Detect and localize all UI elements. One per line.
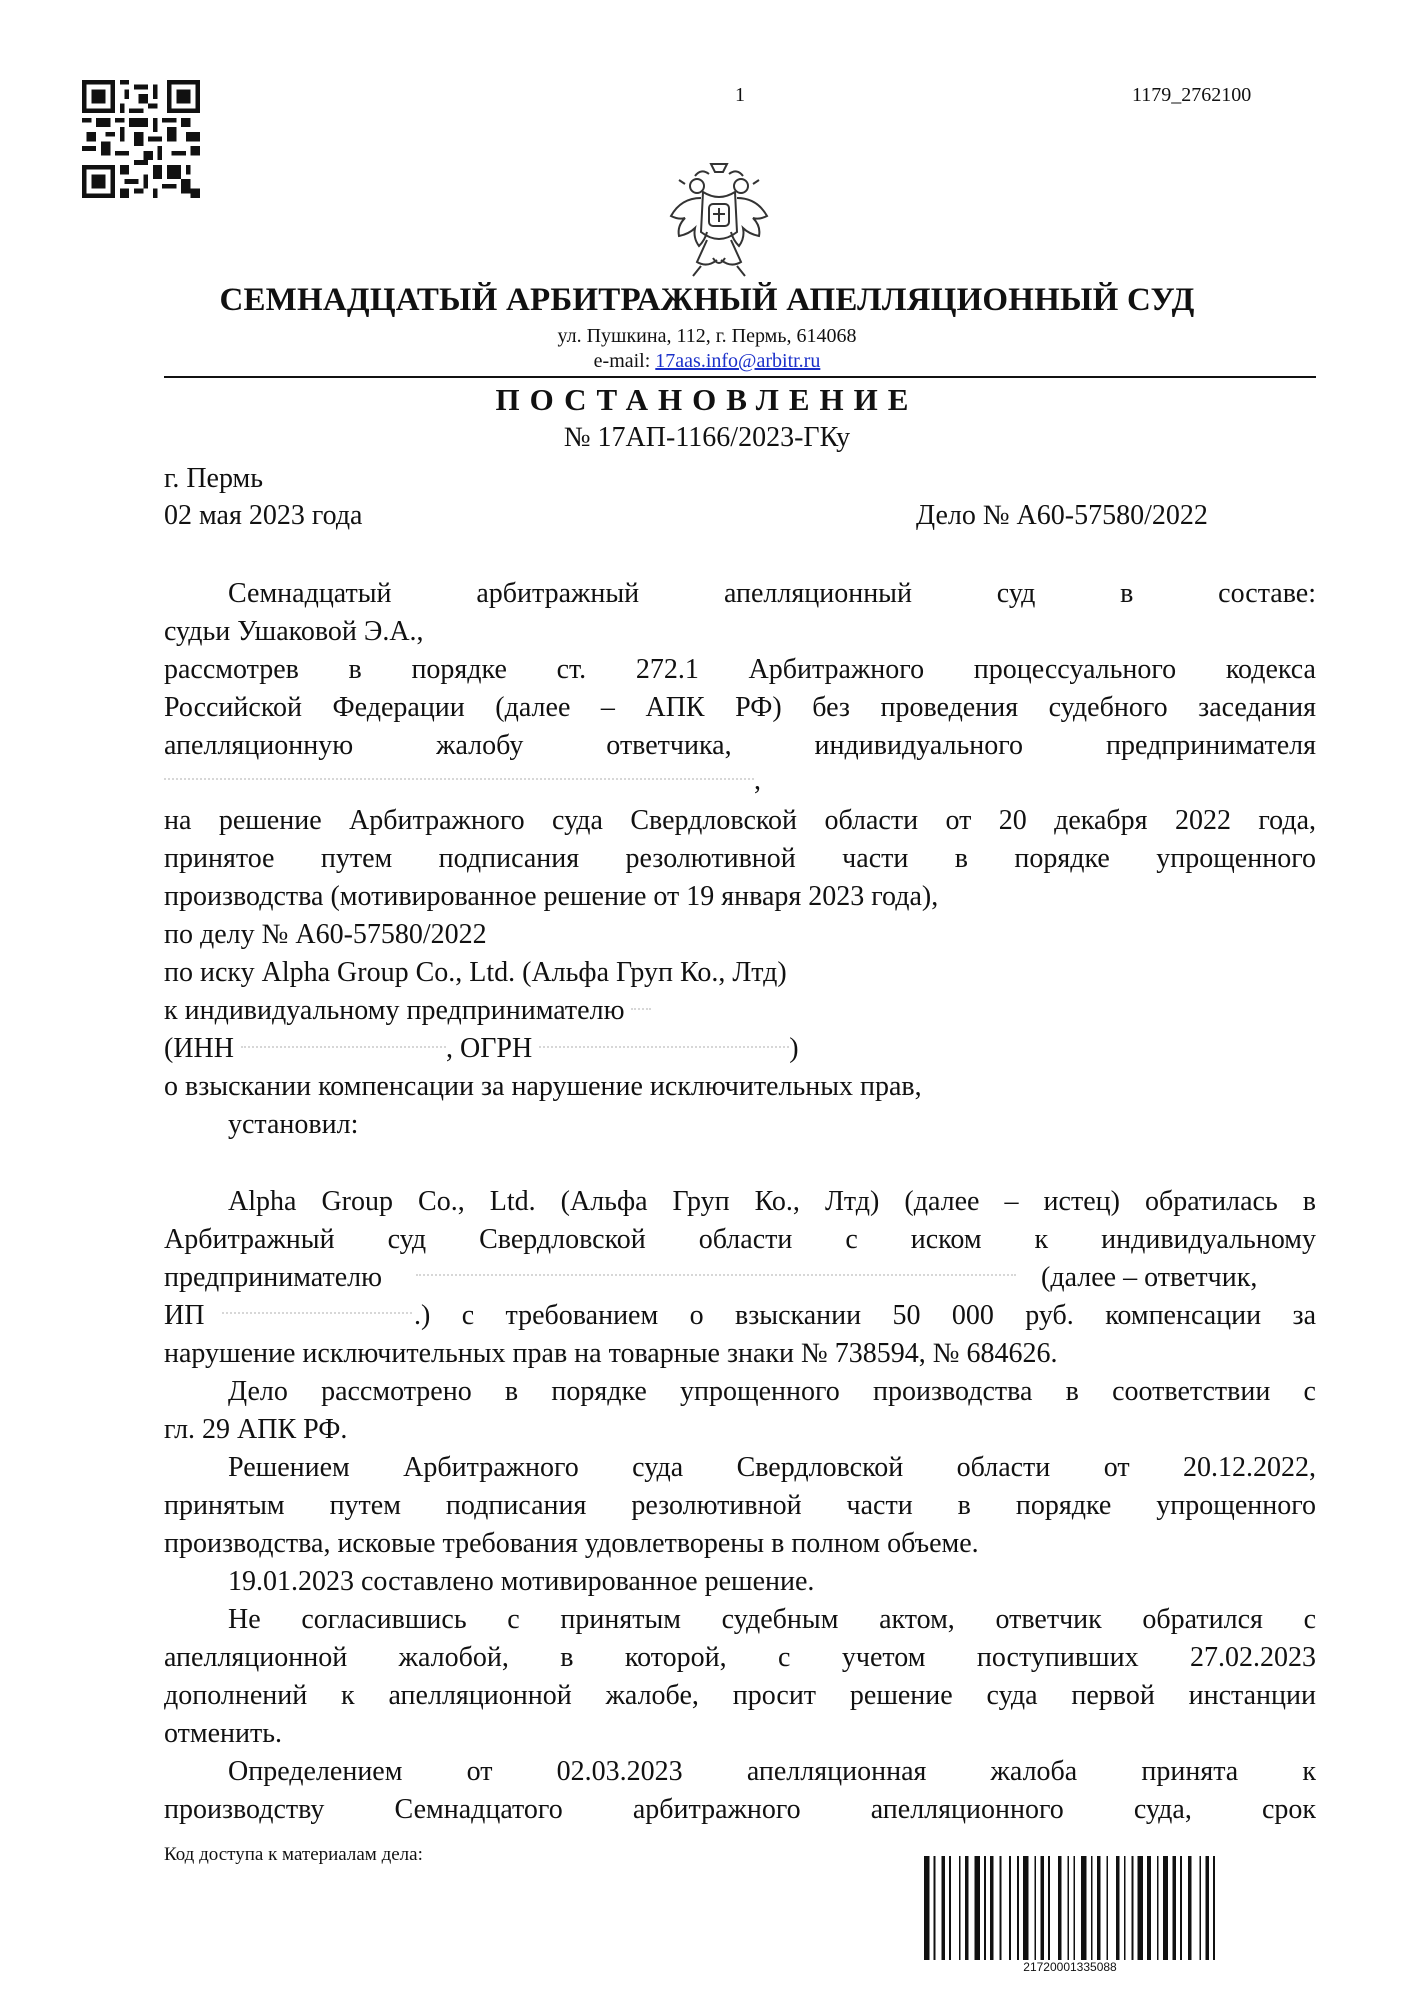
intro-line-3: рассмотрев в порядке ст. 272.1 Арбитражного процессуального кодекса — [164, 654, 1316, 685]
barcode-bar — [1034, 1856, 1036, 1960]
body-p1-line-3a: предпринимателю — [164, 1262, 383, 1293]
barcode-bar — [1213, 1856, 1215, 1960]
document-title: ПОСТАНОВЛЕНИЕ — [495, 382, 919, 417]
barcode-bar — [974, 1856, 979, 1960]
redacted-ogrn — [539, 1046, 789, 1056]
case-number: Дело № А60-57580/2022 — [916, 500, 1208, 531]
barcode-bar — [1081, 1856, 1086, 1960]
body-p5-line-2: апелляционной жалобой, в которой, с учетом поступивших 27.02.2023 — [164, 1642, 1316, 1673]
barcode-bar — [1106, 1856, 1108, 1960]
barcode-bar — [1124, 1856, 1126, 1960]
barcode-bar — [1180, 1856, 1182, 1960]
body-p2-line-2: гл. 29 АПК РФ. — [164, 1414, 348, 1445]
body-p6-line-1: Определением от 02.03.2023 апелляционная жалоба принята к — [228, 1756, 1316, 1787]
body-p1-line-2: Арбитражный суд Свердловской области с иском к индивидуальному — [164, 1224, 1316, 1255]
intro-line-12 — [164, 992, 651, 1030]
document-number: № 17АП-1166/2023-ГКу — [563, 422, 851, 453]
barcode-bar — [941, 1856, 945, 1960]
redacted-inn — [241, 1046, 446, 1056]
court-address: ул. Пушкина, 112, г. Пермь, 614068 — [557, 325, 857, 347]
barcode-bar — [1091, 1856, 1093, 1960]
barcode-bar — [1097, 1856, 1101, 1960]
barcode-bar — [1188, 1856, 1192, 1960]
barcode-bar — [934, 1856, 936, 1960]
intro-line-6-redacted — [164, 762, 761, 800]
body-p5-line-4: отменить. — [164, 1718, 282, 1749]
barcode-bar — [1138, 1856, 1143, 1960]
barcode-bar — [990, 1856, 994, 1960]
redacted-name — [164, 778, 754, 788]
inn-label: (ИНН — [164, 1033, 234, 1064]
redacted-short-name — [222, 1312, 412, 1322]
email-label: e-mail: — [593, 350, 656, 372]
coat-of-arms-icon — [667, 158, 771, 286]
ogrn-label: , ОГРН — [446, 1033, 533, 1064]
intro-line-15: установил: — [228, 1109, 359, 1140]
access-code-label: Код доступа к материалам дела: — [164, 1844, 423, 1865]
court-email-line — [0, 350, 1414, 373]
body-p6-line-2: производству Семнадцатого арбитражного апелляционного суда, срок — [164, 1794, 1316, 1825]
page-number: 1 — [735, 84, 745, 106]
barcode-bar — [1147, 1856, 1151, 1960]
intro-line-7: на решение Арбитражного суда Свердловской области от 20 декабря 2022 года, — [164, 805, 1316, 836]
intro-line-9: производства (мотивированное решение от 19 января 2023 года), — [164, 881, 939, 912]
body-p2-line-1: Дело рассмотрено в порядке упрощенного производства в соответствии с — [228, 1376, 1316, 1407]
barcode-icon — [920, 1856, 1220, 1960]
intro-line-4: Российской Федерации (далее – АПК РФ) без проведения судебного заседания — [164, 692, 1316, 723]
redacted-name — [416, 1274, 1016, 1284]
decision-date: 02 мая 2023 года — [164, 500, 363, 531]
document-code: 1179_2762100 — [1132, 84, 1252, 106]
intro-line-11: по иску Alpha Group Co., Ltd. (Альфа Груп Ко., Лтд) — [164, 957, 787, 988]
barcode-bar — [1040, 1856, 1044, 1960]
body-p1-line-5: нарушение исключительных прав на товарные знаки № 738594, № 684626. — [164, 1338, 1058, 1369]
barcode-bar — [924, 1856, 929, 1960]
body-p3-line-2: принятым путем подписания резолютивной части в порядке упрощенного — [164, 1490, 1316, 1521]
header-divider — [164, 376, 1316, 378]
barcode-bar — [1116, 1856, 1120, 1960]
barcode-bar — [959, 1856, 961, 1960]
redacted-name — [631, 1008, 651, 1018]
body-p4-line-1: 19.01.2023 составлено мотивированное решение. — [228, 1566, 815, 1597]
barcode-bar — [1132, 1856, 1134, 1960]
body-p1-line-4b: .) с требованием о взыскании 50 000 руб. компенсации за — [414, 1300, 1316, 1331]
barcode-bar — [1000, 1856, 1002, 1960]
qr-code-icon — [82, 80, 200, 198]
body-p3-line-1: Решением Арбитражного суда Свердловской области от 20.12.2022, — [228, 1452, 1316, 1483]
intro-line-12-text: к индивидуальному предпринимателю — [164, 995, 625, 1026]
barcode-bar — [1017, 1856, 1019, 1960]
city: г. Пермь — [164, 463, 264, 494]
body-p5-line-3: дополнений к апелляционной жалобе, просит решение суда первой инстанции — [164, 1680, 1316, 1711]
barcode-bar — [1163, 1856, 1168, 1960]
barcode-bar — [1073, 1856, 1075, 1960]
intro-line-1: Семнадцатый арбитражный апелляционный суд в составе: — [228, 578, 1316, 609]
barcode-bar — [1205, 1856, 1209, 1960]
body-p1-line-4a: ИП — [164, 1300, 205, 1331]
barcode-bar — [1048, 1856, 1050, 1960]
barcode-bar — [1009, 1856, 1011, 1960]
email-link[interactable]: 17aas.info@arbitr.ru — [655, 350, 821, 372]
intro-line-8: принятое путем подписания резолютивной части в порядке упрощенного — [164, 843, 1316, 874]
intro-line-13-close: ) — [789, 1033, 799, 1064]
intro-line-6-comma: , — [754, 765, 761, 796]
barcode-bar — [1199, 1856, 1201, 1960]
court-name: СЕМНАДЦАТЫЙ АРБИТРАЖНЫЙ АПЕЛЛЯЦИОННЫЙ СУД — [219, 282, 1195, 318]
barcode-bar — [965, 1856, 969, 1960]
body-p1-line-1: Alpha Group Co., Ltd. (Альфа Груп Ко., Лтд) (далее – истец) обратилась в — [228, 1186, 1316, 1217]
body-p5-line-1: Не согласившись с принятым судебным актом, ответчик обратился с — [228, 1604, 1316, 1635]
intro-line-14: о взыскании компенсации за нарушение исключительных прав, — [164, 1071, 922, 1102]
intro-line-13 — [164, 1030, 799, 1068]
barcode-bar — [1023, 1856, 1028, 1960]
intro-line-10: по делу № А60-57580/2022 — [164, 919, 487, 950]
barcode-bar — [949, 1856, 951, 1960]
barcode-bar — [1157, 1856, 1159, 1960]
body-p3-line-3: производства, исковые требования удовлетворены в полном объеме. — [164, 1528, 979, 1559]
barcode-number: 21720001335088 — [1023, 1960, 1117, 1974]
barcode-bar — [1172, 1856, 1176, 1960]
intro-line-5: апелляционную жалобу ответчика, индивидуального предпринимателя — [164, 730, 1316, 761]
intro-line-2: судьи Ушаковой Э.А., — [164, 616, 424, 647]
barcode-bar — [984, 1856, 986, 1960]
body-p1-line-3b: (далее – ответчик, — [1041, 1262, 1258, 1293]
barcode-bar — [1058, 1856, 1062, 1960]
barcode-bar — [1067, 1856, 1069, 1960]
